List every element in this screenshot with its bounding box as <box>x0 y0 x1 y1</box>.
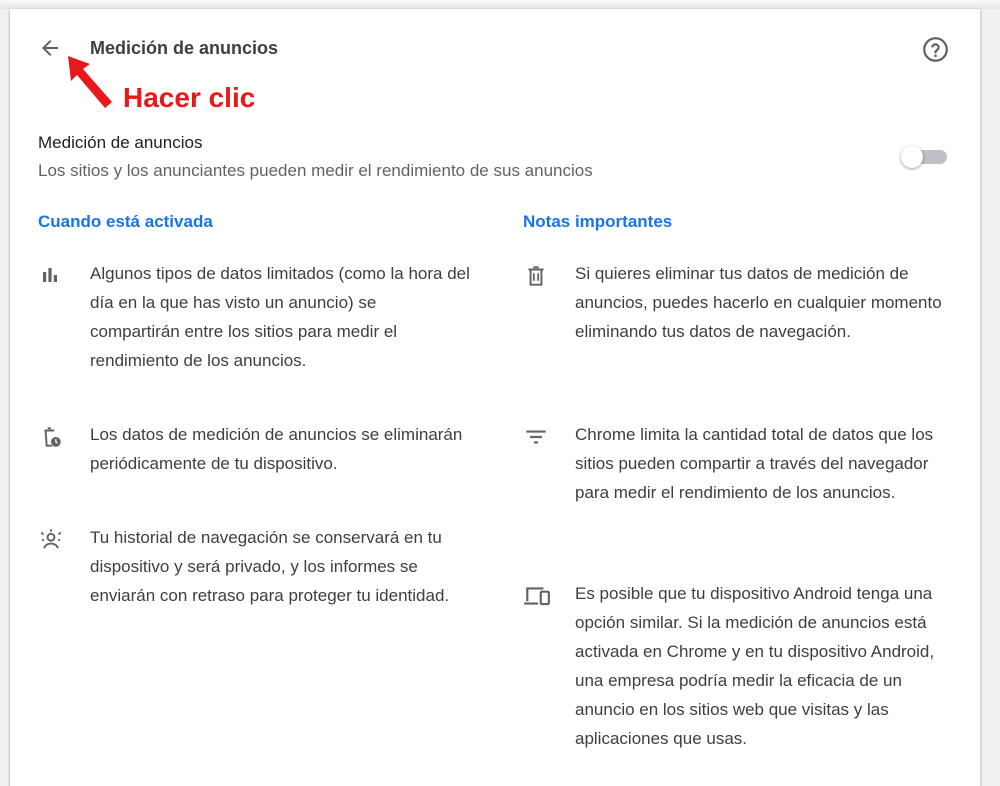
trash-icon <box>523 263 549 289</box>
devices-icon <box>523 583 551 609</box>
list-item <box>38 420 470 478</box>
list-item-text: Los datos de medición de anuncios se eliminarán periódicamente de tu dispositivo. <box>90 425 463 473</box>
page-title: Medición de anuncios <box>90 38 279 58</box>
list-item <box>38 523 470 610</box>
arrow-back-icon <box>38 36 62 60</box>
toggle-knob <box>901 146 923 168</box>
list-item <box>523 259 955 346</box>
window-top-edge <box>0 0 1000 9</box>
auto-delete-icon <box>38 424 64 450</box>
help-circle-icon <box>922 36 949 63</box>
ad-measurement-toggle[interactable] <box>901 146 947 168</box>
list-item-text: Algunos tipos de datos limitados (como la hora del día en la que has visto un anuncio) se compartirán entre los sitios para medir el rendimiento de los anuncios. <box>90 264 470 370</box>
list-item-text: Es posible que tu dispositivo Android tenga una opción similar. Si la medición de anuncios está activada en Chrome y en tu dispositivo Android, una empresa podría medir la eficacia de un anuncio en los sitios web que visitas y las aplicaciones que usas. <box>575 584 935 748</box>
annotation-label: Hacer clic <box>123 82 256 113</box>
list-item-text: Chrome limita la cantidad total de datos que los sitios pueden compartir a través del navegador para medir el rendimiento de los anuncios. <box>575 425 934 502</box>
list-item-text: Si quieres eliminar tus datos de medición de anuncios, puedes hacerlo en cualquier momento eliminando tus datos de navegación. <box>575 264 942 341</box>
filter-lines-icon <box>523 424 549 450</box>
private-person-icon <box>38 527 64 553</box>
setting-title: Medición de anuncios <box>38 133 203 152</box>
important-notes-heading: Notas importantes <box>523 212 673 231</box>
annotation-arrow-icon <box>66 54 116 110</box>
list-item-text: Tu historial de navegación se conservará en tu dispositivo y será privado, y los informes se enviarán con retraso para proteger tu identidad. <box>90 528 450 605</box>
list-item <box>523 579 955 753</box>
when-on-heading: Cuando está activada <box>38 212 213 231</box>
list-item <box>38 259 470 375</box>
list-item <box>523 420 955 507</box>
setting-description: Los sitios y los anunciantes pueden medir el rendimiento de sus anuncios <box>38 161 593 180</box>
help-button[interactable] <box>922 36 949 63</box>
back-button[interactable] <box>36 34 64 62</box>
bar-chart-icon <box>38 263 62 287</box>
